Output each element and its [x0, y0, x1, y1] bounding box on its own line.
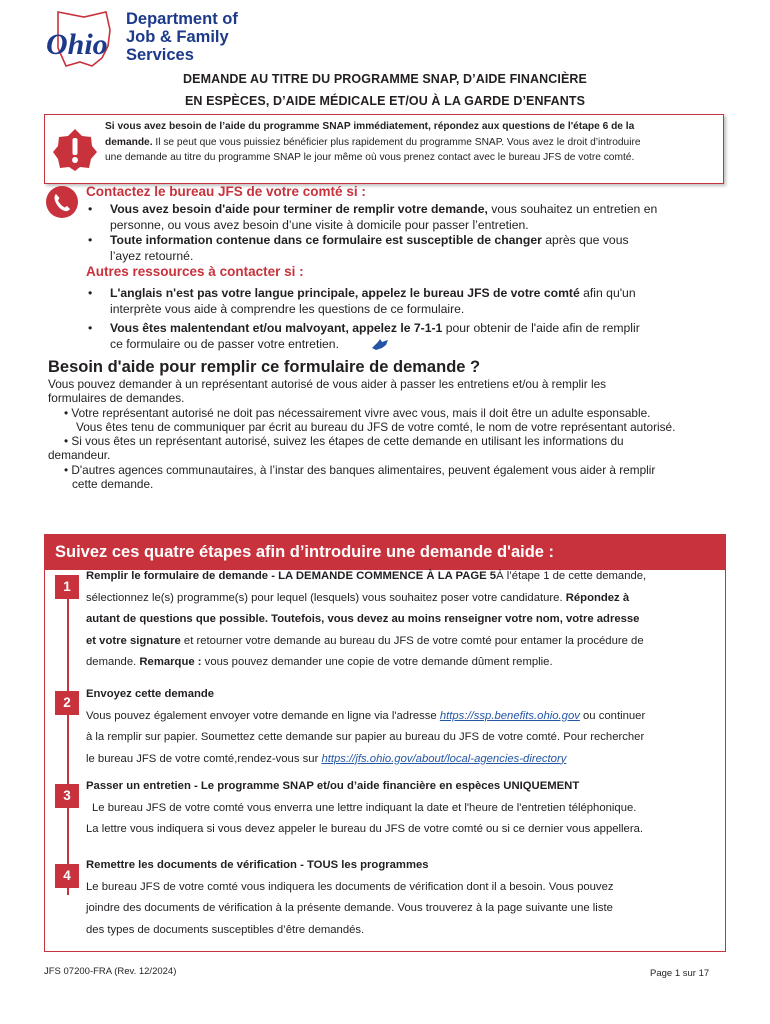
step-4-badge: 4: [55, 864, 79, 888]
dept-line-2: Job & Family: [126, 28, 229, 46]
other-item-1: • L'anglais n'est pas votre langue principale, appelez le bureau JFS de votre comté afin qu'un interprète vous aide à comprendre les questions de ce formulaire.: [88, 286, 636, 316]
page-title-line-1: DEMANDE AU TITRE DU PROGRAMME SNAP, D’AIDE FINANCIÈRE: [183, 72, 587, 86]
dept-line-3: Services: [126, 46, 194, 64]
sign-language-icon: [370, 336, 390, 352]
contact-heading: Contactez le bureau JFS de votre comté si :: [86, 184, 366, 199]
page-number: Page 1 sur 17: [650, 968, 710, 979]
contact-item-2: • Toute information contenue dans ce formulaire est susceptible de changer après que vous l’ayez retourné.: [88, 233, 629, 263]
alert-text-2: Il se peut que vous puissiez bénéficier plus rapidement du programme SNAP. Vous avez le droit d’introduire: [152, 136, 641, 148]
ssp-benefits-link[interactable]: https://ssp.benefits.ohio.gov: [439, 709, 580, 722]
alert-bold-2: demande.: [105, 136, 153, 148]
step-2-badge: 2: [55, 691, 79, 715]
help-line-1: Vous pouvez demander à un représentant autorisé de vous aider à passer les entretiens et/ou à remplir les: [48, 377, 607, 391]
ohio-state-outline-icon: [44, 8, 124, 70]
step-2-text: Envoyez cette demande Vous pouvez également envoyer votre demande en ligne via l'adresse https://ssp.benefits.ohio.gov ou continuer à la remplir sur papier. Soumettez cette demande sur papier au bureau du JFS de votre comté. Pour rechercher le bureau JFS de votre comté,rendez-vous sur https://jfs.ohio.gov/about/local-agencies-directory: [86, 688, 646, 765]
step-3-text: Passer un entretien - Le programme SNAP et/ou d’aide financière en espèces UNIQUEMENT Le bureau JFS de votre comté vous enverra une lettre indiquant la date et l'heure de l'entretien téléphonique. La lettre vous indiquera si vous devez appeler le bureau du JFS de votre comté ou si ce dernier vous appellera.: [86, 780, 644, 835]
step-1-text: Remplir le formulaire de demande - LA DEMANDE COMMENCE À LA PAGE 5À l’étape 1 de cette demande, sélectionnez le(s) programme(s) pour lequel (lesquels) vous souhaitez poser votre candidature. Répondez à autant de questions que possible. Toutefois, vous devez au moins renseigner votre nom, votre adresse et votre signature et retourner votre demande au bureau du JFS de votre comté pour entamer la procédure de demande. Remarque : vous pouvez demander une copie de votre demande dûment remplie.: [86, 570, 647, 668]
snap-urgent-alert: [44, 114, 724, 184]
help-line-7: • D'autres agences communautaires, à l’instar des banques alimentaires, peuvent également vous aider à remplir: [64, 463, 656, 477]
help-line-6: demandeur.: [48, 448, 111, 462]
steps-heading: Suivez ces quatre étapes afin d’introduire une demande d'aide :: [44, 534, 726, 570]
step-3-badge: 3: [55, 784, 79, 808]
step-4-text: Remettre les documents de vérification - TOUS les programmes Le bureau JFS de votre comté vous indiquera les documents de vérification dont il a besoin. Vous pouvez joindre des documents de vérification à la présente demande. Vous trouverez à la page suivante une liste des types de documents susceptibles d’être demandés.: [86, 859, 614, 936]
other-item-2: • Vous êtes malentendant et/ou malvoyant, appelez le 7-1-1 pour obtenir de l'aide afin de remplir ce formulaire ou de passer votre entretien.: [88, 321, 640, 351]
phone-icon: [46, 186, 78, 218]
contact-item-1: • Vous avez besoin d'aide pour terminer de remplir votre demande, vous souhaitez un entretien en personne, ou vous avez besoin d’une visite à domicile pour passer l’entretien.: [88, 202, 658, 232]
help-line-4: Vous êtes tenu de communiquer par écrit au bureau du JFS de votre comté, le nom de votre représentant autorisé.: [76, 420, 676, 434]
agency-directory-link[interactable]: https://jfs.ohio.gov/about/local-agencies-directory: [321, 752, 567, 765]
dept-line-1: Department of: [126, 10, 238, 28]
alert-bold-1: Si vous avez besoin de l’aide du programme SNAP immédiatement, répondez aux questions de l'étape 6 de la: [105, 121, 635, 132]
steps-connector-line: [67, 575, 69, 895]
help-line-5: • Si vous êtes un représentant autorisé, suivez les étapes de cette demande en utilisant les informations du: [64, 434, 624, 448]
ohio-script-text: Ohio: [46, 28, 108, 61]
help-line-8: cette demande.: [72, 477, 154, 491]
help-line-2: formulaires de demandes.: [48, 391, 185, 405]
other-resources-heading: Autres ressources à contacter si :: [86, 264, 304, 279]
alert-text-3: une demande au titre du programme SNAP le jour même où vous prenez contact avec le bureau JFS de votre comté.: [105, 152, 635, 163]
help-title: Besoin d'aide pour remplir ce formulaire de demande ?: [48, 358, 481, 376]
warning-icon: [53, 127, 97, 171]
form-id: JFS 07200-FRA (Rev. 12/2024): [44, 966, 177, 977]
ohio-jfs-logo: [44, 8, 284, 70]
help-line-3: • Votre représentant autorisé ne doit pas nécessairement vivre avec vous, mais il doit être un adulte esponsable.: [64, 406, 651, 420]
page-title-line-2: EN ESPÈCES, D’AIDE MÉDICALE ET/OU À LA GARDE D’ENFANTS: [184, 94, 586, 108]
step-1-badge: 1: [55, 575, 79, 599]
